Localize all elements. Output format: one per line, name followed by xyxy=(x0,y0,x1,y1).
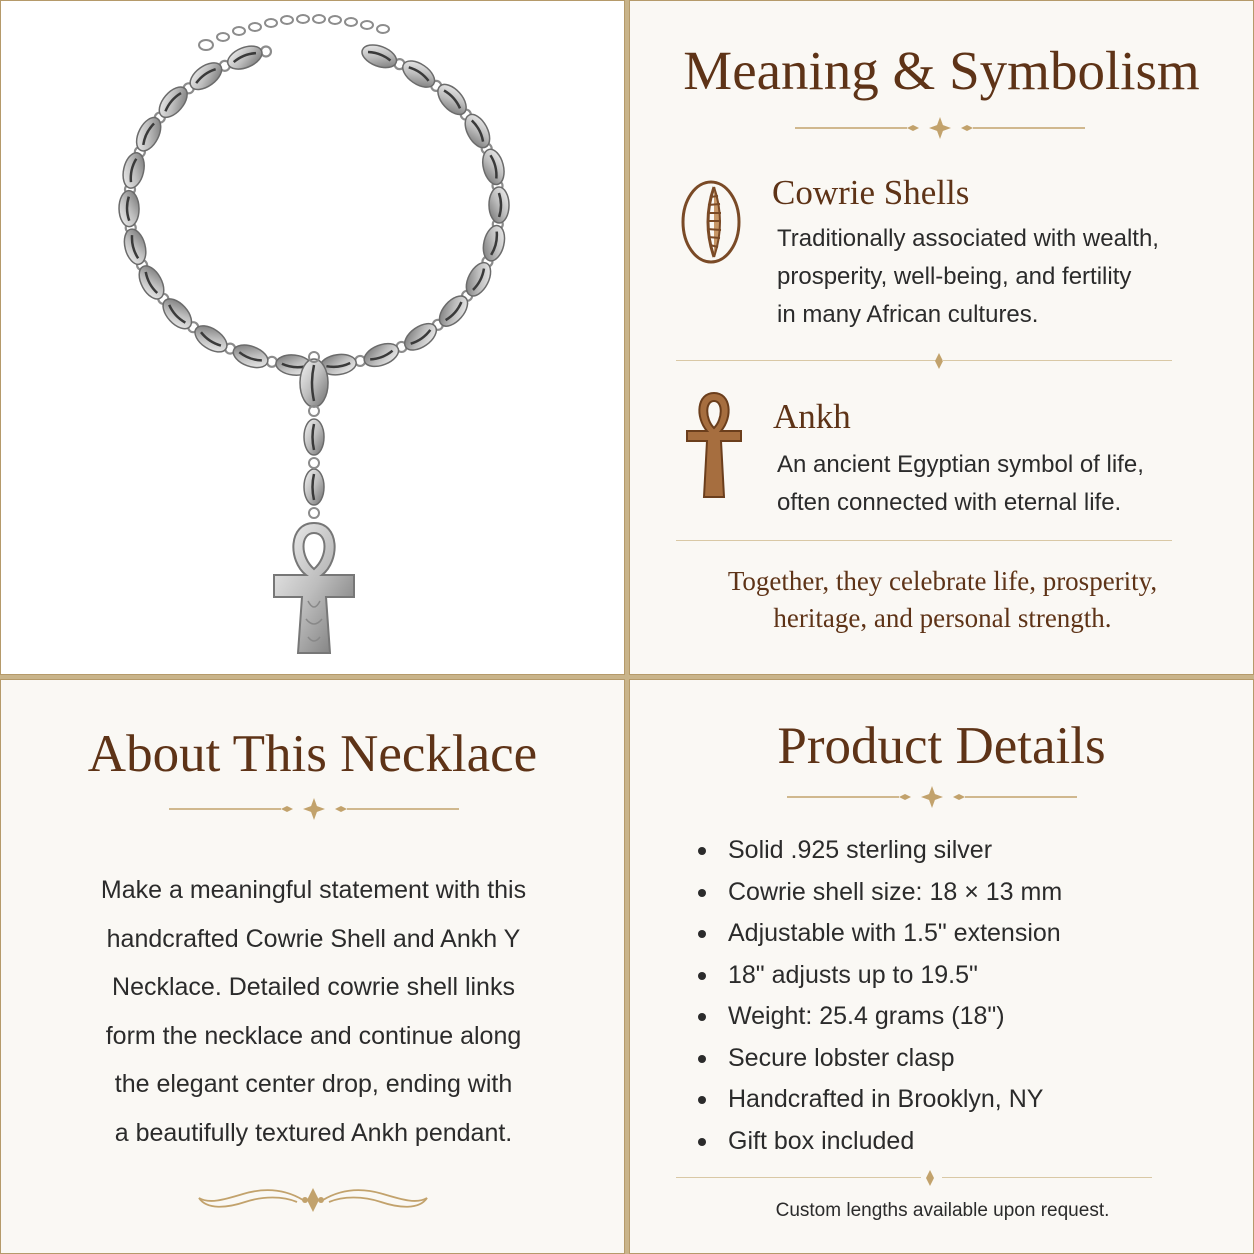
ankh-line: An ancient Egyptian symbol of life, xyxy=(777,451,1144,478)
divider-line xyxy=(942,1177,1152,1178)
list-item-text: Weight: 25.4 grams (18") xyxy=(728,1002,1005,1030)
about-line: Make a meaningful statement with this xyxy=(100,876,527,904)
bullet-icon xyxy=(698,1055,706,1063)
about-line: the elegant center drop, ending with xyxy=(114,1070,513,1098)
bullet-icon xyxy=(698,1013,706,1021)
details-heading: Product Details xyxy=(777,717,1106,775)
about-heading: About This Necklace xyxy=(87,725,538,783)
details-panel xyxy=(629,679,1254,1254)
cowrie-link xyxy=(230,341,271,372)
symbolism-panel xyxy=(629,0,1254,675)
list-item-text: Cowrie shell size: 18 × 13 mm xyxy=(728,877,1063,906)
bullet-icon xyxy=(698,972,706,980)
about-line: Necklace. Detailed cowrie shell links xyxy=(112,973,515,1001)
cowrie-drop-link xyxy=(300,359,328,407)
cowrie-link xyxy=(158,294,197,334)
bullet-icon xyxy=(698,889,706,897)
cowrie-line: in many African cultures. xyxy=(777,301,1039,328)
divider-line xyxy=(676,360,936,361)
together-line: Together, they celebrate life, prosperity, xyxy=(727,566,1158,596)
divider-line xyxy=(676,1177,921,1178)
cowrie-link xyxy=(434,291,473,331)
details-list xyxy=(698,830,1062,1162)
cowrie-shell-icon xyxy=(680,179,742,265)
ankh-pendant xyxy=(274,523,354,653)
list-item-text: Solid .925 sterling silver xyxy=(728,836,993,864)
product-photo-panel xyxy=(0,0,625,675)
list-item-text: Secure lobster clasp xyxy=(728,1043,955,1072)
list-item-text: Gift box included xyxy=(728,1126,915,1155)
cowrie-title: Cowrie Shells xyxy=(772,173,970,212)
list-item xyxy=(698,955,1062,997)
diamond-ornament-icon xyxy=(169,796,459,822)
chain-link xyxy=(309,458,319,468)
cowrie-link xyxy=(433,79,472,119)
necklace-image xyxy=(1,1,625,675)
together-line: heritage, and personal strength. xyxy=(773,603,1112,633)
cowrie-link xyxy=(361,339,402,371)
together-statement xyxy=(630,563,1254,637)
cowrie-link xyxy=(224,42,265,74)
small-diamond-icon xyxy=(930,352,948,370)
list-item-text: Handcrafted in Brooklyn, NY xyxy=(728,1085,1044,1113)
bullet-icon xyxy=(698,847,706,855)
ankh-description xyxy=(777,446,1144,522)
custom-length-note: Custom lengths available upon request. xyxy=(775,1200,1110,1221)
chain-link xyxy=(309,508,319,518)
list-item xyxy=(698,830,1062,872)
cowrie-link xyxy=(359,41,400,72)
cowrie-link xyxy=(154,82,193,122)
cowrie-link xyxy=(489,187,509,223)
cowrie-line: prosperity, well-being, and fertility xyxy=(777,263,1132,290)
list-item xyxy=(698,913,1062,955)
symbolism-heading: Meaning & Symbolism xyxy=(683,40,1200,101)
diamond-ornament-icon xyxy=(787,784,1077,810)
cowrie-description xyxy=(777,220,1159,334)
divider-line xyxy=(676,540,1172,541)
cowrie-drop-link xyxy=(304,419,324,455)
bullet-icon xyxy=(698,1096,706,1104)
list-item xyxy=(698,996,1062,1038)
diamond-ornament-icon xyxy=(795,115,1085,141)
about-line: form the necklace and continue along xyxy=(105,1021,522,1050)
list-item xyxy=(698,1038,1062,1080)
about-line: handcrafted Cowrie Shell and Ankh Y xyxy=(106,924,521,953)
about-description xyxy=(61,866,566,1157)
cowrie-drop-link xyxy=(304,469,324,505)
bullet-icon xyxy=(698,1138,706,1146)
list-item xyxy=(698,872,1062,914)
list-item xyxy=(698,1121,1062,1163)
scroll-flourish-icon xyxy=(193,1180,433,1220)
divider-line xyxy=(942,360,1172,361)
list-item xyxy=(698,1079,1062,1121)
bullet-icon xyxy=(698,930,706,938)
small-diamond-icon xyxy=(921,1169,939,1187)
ankh-title: Ankh xyxy=(773,397,851,436)
cowrie-link xyxy=(119,190,140,226)
list-item-text: 18" adjusts up to 19.5" xyxy=(728,960,978,989)
cowrie-line: Traditionally associated with wealth, xyxy=(777,225,1159,252)
about-line: a beautifully textured Ankh pendant. xyxy=(114,1118,513,1147)
ankh-icon xyxy=(685,391,743,499)
list-item-text: Adjustable with 1.5" extension xyxy=(728,919,1061,947)
ankh-line: often connected with eternal life. xyxy=(777,489,1122,516)
about-panel xyxy=(0,679,625,1254)
